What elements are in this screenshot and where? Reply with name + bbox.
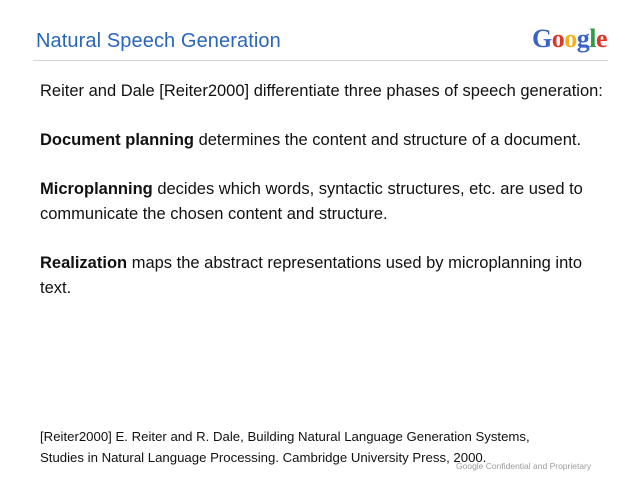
phase-paragraph-realization <box>40 251 610 301</box>
logo-letter: g <box>576 24 590 53</box>
logo-letter: G <box>532 24 552 53</box>
reference-line: [Reiter2000] E. Reiter and R. Dale, Building Natural Language Generation Systems, <box>40 429 530 444</box>
phase-term: Document planning <box>40 131 194 149</box>
logo-letter: e <box>595 24 608 53</box>
reference-line: Studies in Natural Language Processing. Cambridge University Press, 2000. <box>40 450 487 465</box>
google-logo <box>532 24 607 54</box>
confidential-footer: Google Confidential and Proprietary <box>456 461 592 471</box>
phase-description: decides which words, syntactic structures, etc. are used to communicate the chosen content and structure. <box>40 180 583 223</box>
logo-letter: o <box>564 24 577 53</box>
phase-term: Realization <box>40 254 128 272</box>
logo-letter: l <box>589 24 596 53</box>
logo-letter: o <box>551 24 565 53</box>
phase-paragraph-microplanning <box>40 177 610 227</box>
slide-body <box>40 79 610 325</box>
phase-description: determines the content and structure of a document. <box>194 131 582 149</box>
slide-title: Natural Speech Generation <box>36 30 281 52</box>
phase-paragraph-document-planning <box>40 128 610 153</box>
intro-paragraph: Reiter and Dale [Reiter2000] differentiate three phases of speech generation: <box>40 82 603 100</box>
title-divider <box>33 60 608 61</box>
phase-term: Microplanning <box>40 180 153 198</box>
phase-description: maps the abstract representations used by microplanning into text. <box>40 254 583 297</box>
